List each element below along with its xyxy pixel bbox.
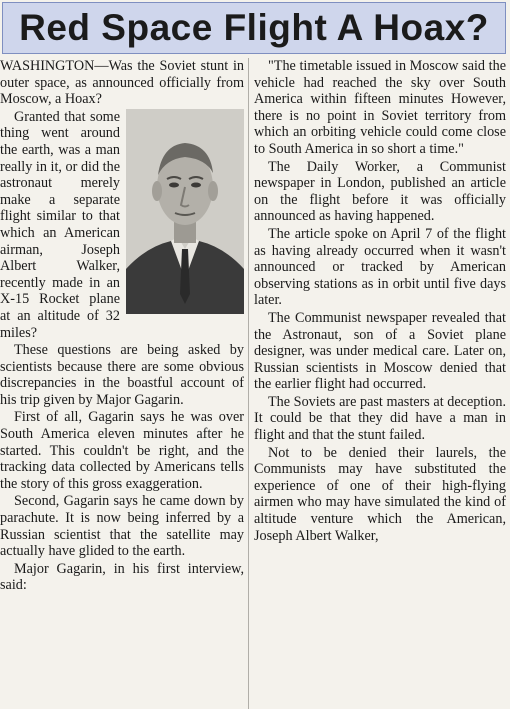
paragraph-1: WASHINGTON—Was the Soviet stunt in outer space, as announced officially from Moscow, a Hoax? <box>0 58 244 108</box>
paragraph-2: Granted that some thing went around the earth, was a man really in it, or did the astronaut merely make a separate flight similar to that which an American airman, Joseph Albert Walker, recently made in an X-15 Rocket plane at an altitude of 32 miles? <box>0 108 120 341</box>
paragraph-6: Major Gagarin, in his first interview, said: <box>0 560 244 594</box>
portrait-photo <box>126 109 244 314</box>
paragraph-3: These questions are being asked by scientists because there are some obvious discrepancies in the boastful account of his trip given by Major Gagarin. <box>0 342 244 408</box>
paragraph-4: First of all, Gagarin says he was over South America eleven minutes after he started. This couldn't be right, and the tracking data collected by Americans tells the story of this gross exaggeration. <box>0 409 244 492</box>
paragraph-7: "The timetable issued in Moscow said the vehicle had reached the sky over South America within fifteen minutes However, there is no point in Soviet territory from which an orbiting vehicle could come close to South America in so short a time." <box>254 58 506 157</box>
right-column <box>254 58 506 545</box>
left-column <box>0 58 244 595</box>
paragraph-5: Second, Gagarin says he came down by parachute. It is now being inferred by a Russian scientist that the satellite may actually have glided to the earth. <box>0 493 244 560</box>
column-divider <box>248 58 249 709</box>
paragraph-11: The Soviets are past masters at deception. It could be that they did have a man in flight and that the stunt failed. <box>254 393 506 444</box>
headline: Red Space Flight A Hoax? <box>2 2 506 54</box>
paragraph-9: The article spoke on April 7 of the flight as having already occurred when it wasn't announced or tracked by American observing stations as in orbit until five days later. <box>254 225 506 309</box>
paragraph-10: The Communist newspaper revealed that the Astronaut, son of a Soviet plane designer, was under medical care. Later on, Russian scientists in Moscow denied that the earlier flight had occurred. <box>254 309 506 393</box>
paragraph-8: The Daily Worker, a Communist newspaper in London, published an article on the flight before it was officially announced as having happened. <box>254 158 506 225</box>
paragraph-12: Not to be denied their laurels, the Communists may have substituted the experience of one of their high-flying airmen who may have simulated the kind of altitude venture which the American, Joseph Albert Walker, <box>254 444 506 544</box>
